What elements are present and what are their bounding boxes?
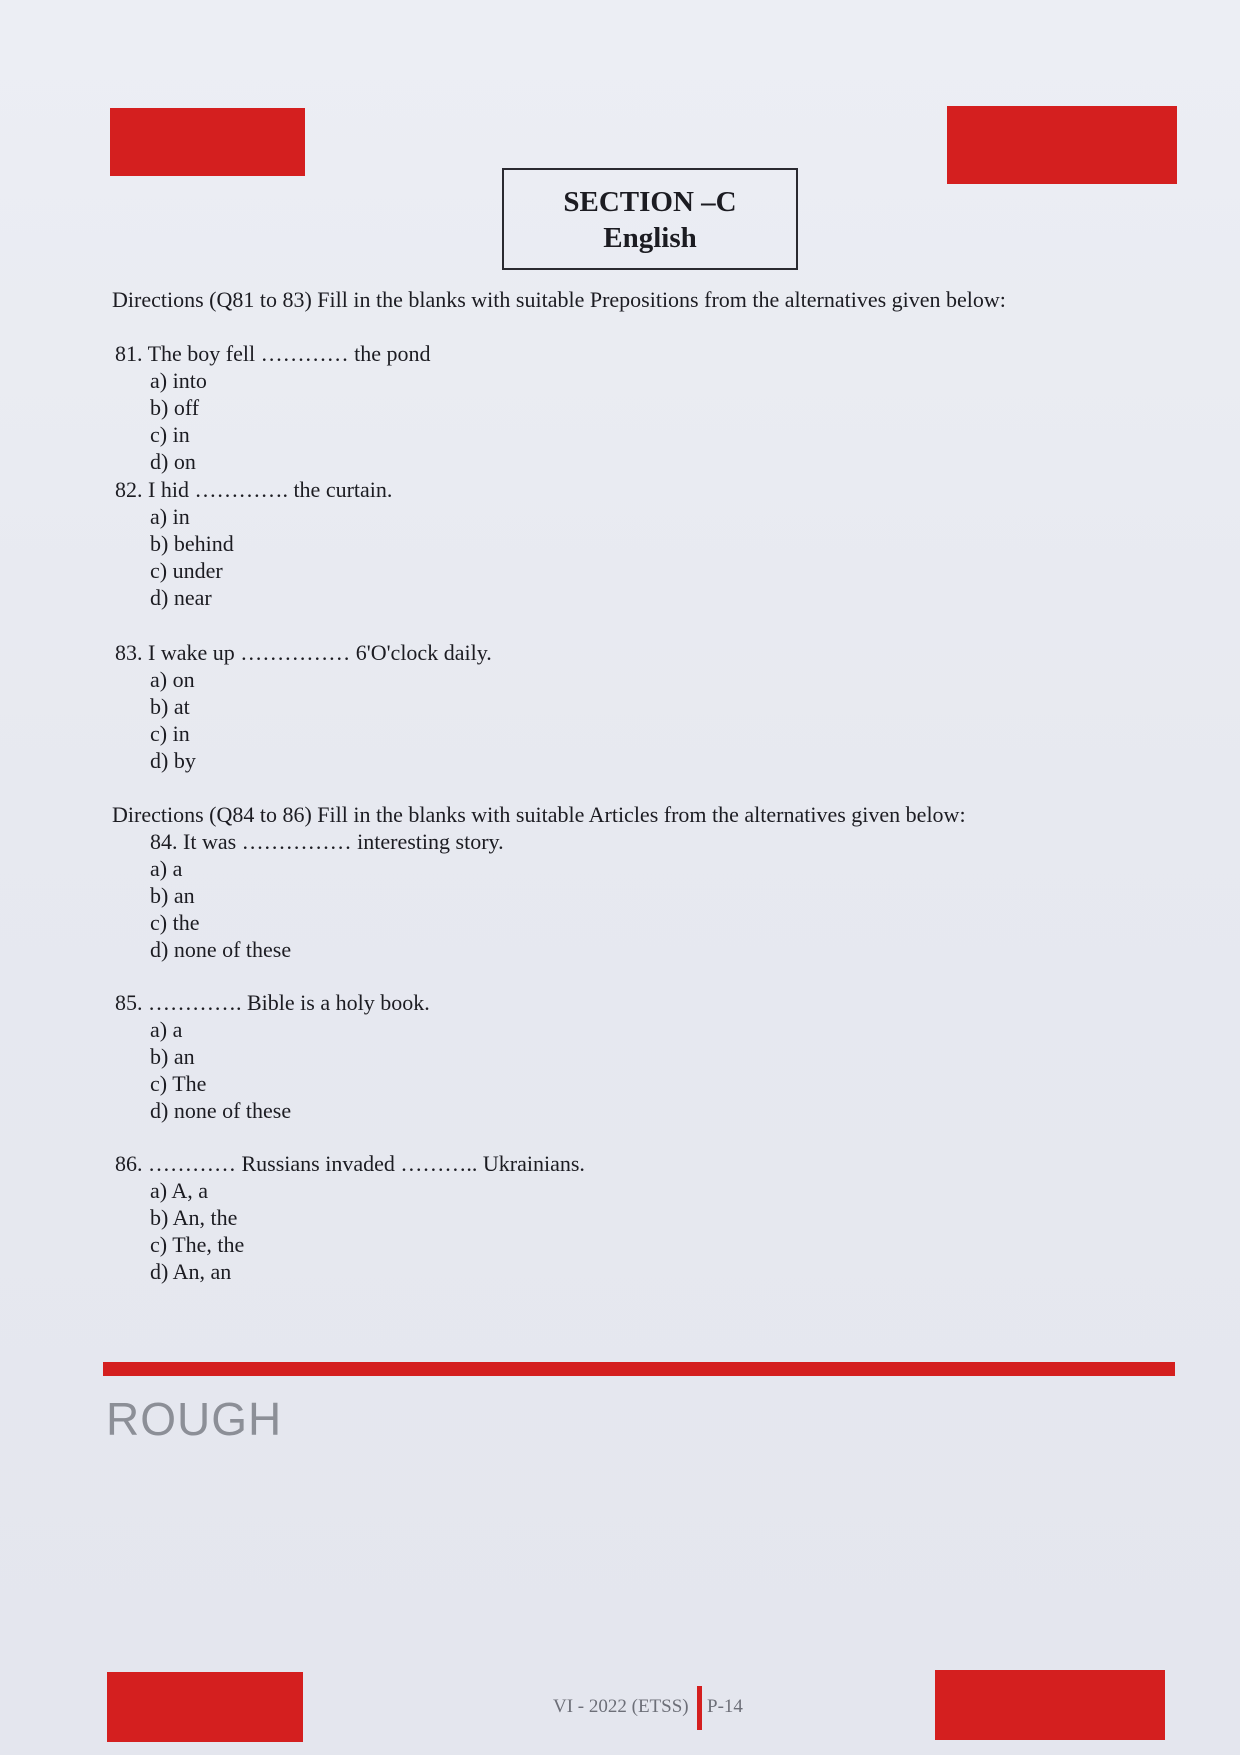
red-corner-block-top-right — [947, 106, 1177, 184]
question-85-option-a: a) a — [150, 1017, 183, 1042]
section-title: SECTION –C — [563, 186, 737, 218]
question-85: 85. …………. Bible is a holy book. — [115, 990, 430, 1015]
question-84-option-c: c) the — [150, 910, 200, 935]
question-82-option-a: a) in — [150, 504, 190, 529]
question-83: 83. I wake up …………… 6'O'clock daily. — [115, 640, 492, 665]
directions-articles: Directions (Q84 to 86) Fill in the blanks with suitable Articles from the alternatives given below: — [112, 802, 966, 827]
question-84-option-d: d) none of these — [150, 937, 292, 962]
question-82-option-d: d) near — [150, 585, 212, 610]
question-83-option-d: d) by — [150, 748, 196, 773]
question-86-option-c: c) The, the — [150, 1232, 245, 1257]
rough-divider-rule — [103, 1362, 1175, 1376]
question-85-option-c: c) The — [150, 1071, 207, 1096]
question-85-option-b: b) an — [150, 1044, 195, 1069]
question-81-option-b: b) off — [150, 395, 200, 420]
section-subject: English — [603, 222, 697, 254]
question-83-option-a: a) on — [150, 667, 195, 692]
question-81-option-a: a) into — [150, 368, 207, 393]
question-81-option-d: d) on — [150, 449, 196, 474]
question-84-option-b: b) an — [150, 883, 195, 908]
red-corner-block-bottom-left — [107, 1672, 303, 1742]
question-84-option-a: a) a — [150, 856, 183, 881]
question-83-option-b: b) at — [150, 694, 190, 719]
question-86-option-b: b) An, the — [150, 1205, 238, 1230]
directions-prepositions: Directions (Q81 to 83) Fill in the blanks with suitable Prepositions from the alternatives given below: — [112, 287, 1006, 312]
red-corner-block-bottom-right — [935, 1670, 1165, 1740]
question-81: 81. The boy fell ………… the pond — [115, 341, 431, 366]
footer-page-number: P-14 — [707, 1696, 743, 1717]
section-heading-box — [502, 168, 798, 270]
red-corner-block-top-left — [110, 108, 305, 176]
question-83-option-c: c) in — [150, 721, 190, 746]
question-86: 86. ………… Russians invaded ……….. Ukrainians. — [115, 1151, 585, 1176]
footer-exam-code: VI - 2022 (ETSS) — [553, 1696, 689, 1717]
question-85-option-d: d) none of these — [150, 1098, 292, 1123]
question-81-option-c: c) in — [150, 422, 190, 447]
question-82-option-b: b) behind — [150, 531, 234, 556]
rough-label: ROUGH — [106, 1393, 283, 1445]
question-86-option-a: a) A, a — [150, 1178, 209, 1203]
question-82-option-c: c) under — [150, 558, 223, 583]
question-84: 84. It was …………… interesting story. — [150, 829, 504, 854]
question-82: 82. I hid …………. the curtain. — [115, 477, 393, 502]
question-86-option-d: d) An, an — [150, 1259, 232, 1284]
footer-divider-bar — [697, 1686, 702, 1730]
